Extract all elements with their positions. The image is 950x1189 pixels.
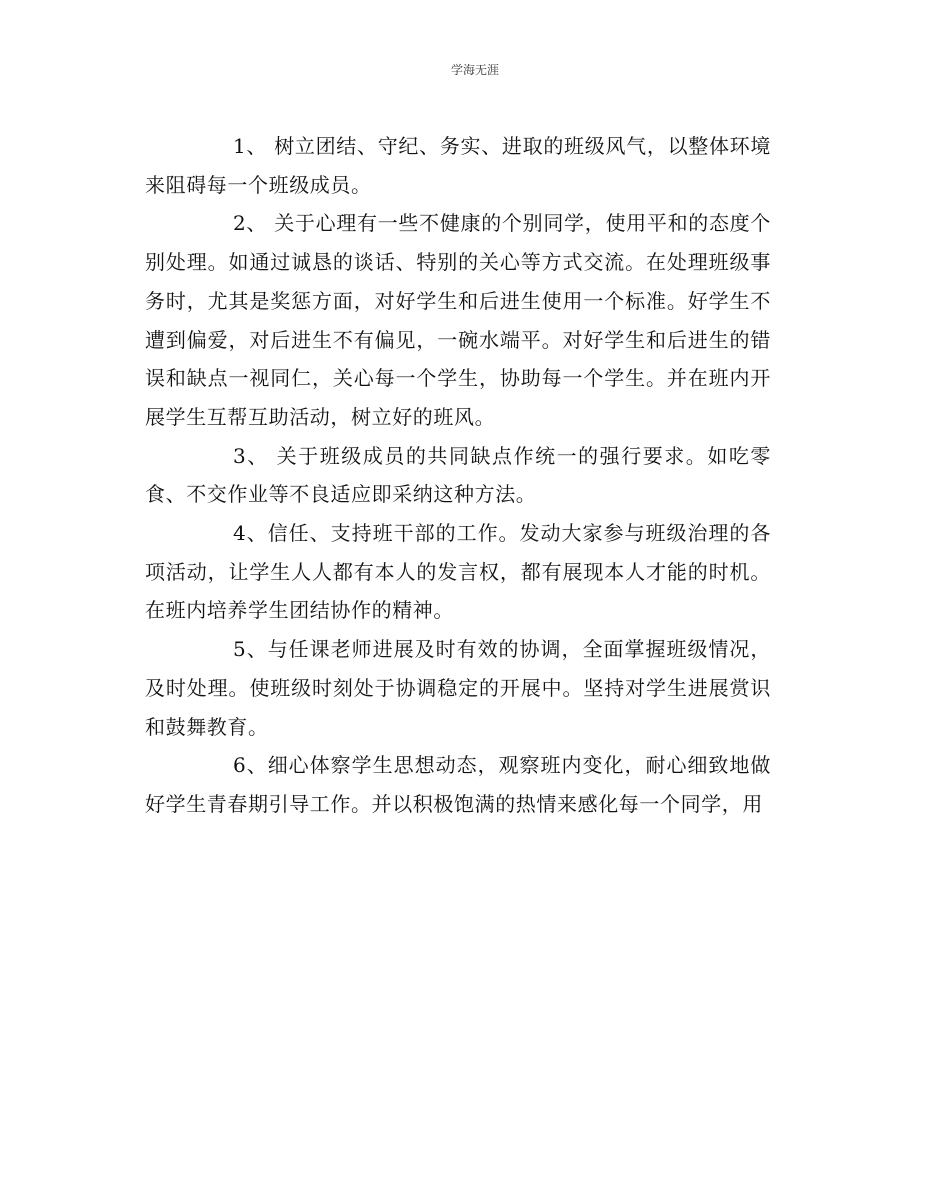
paragraph-2: 2、 关于心理有一些不健康的个别同学，使用平和的态度个别处理。如通过诚恳的谈话、特别的关心等方式交流。在处理班级事务时，尤其是奖惩方面，对好学生和后进生使用一个标准。好学生不遭到偏爱，对后进生不有偏见，一碗水端平。对好学生和后进生的错误和缺点一视同仁，关心每一个学生，协助每一个学生。并在班内开展学生互帮互助活动，树立好的班风。 xyxy=(145,211,771,429)
paragraph-5: 5、与任课老师进展及时有效的协调，全面掌握班级情况，及时处理。使班级时刻处于协调稳定的开展中。坚持对学生进展赏识和鼓舞教育。 xyxy=(145,637,771,739)
paragraph-1: 1、 树立团结、守纪、务实、进取的班级风气，以整体环境来阻碍每一个班级成员。 xyxy=(145,134,771,197)
paragraph-6: 6、细心体察学生思想动态，观察班内变化，耐心细致地做好学生青春期引导工作。并以积极饱满的热情来感化每一个同学，用 xyxy=(145,753,771,816)
paragraph-3: 3、 关于班级成员的共同缺点作统一的强行要求。如吃零食、不交作业等不良适应即采纳这种方法。 xyxy=(145,443,771,507)
document-body xyxy=(145,127,771,824)
page-header: 学海无涯 xyxy=(450,63,499,77)
paragraph-4: 4、信任、支持班干部的工作。发动大家参与班级治理的各项活动，让学生人人都有本人的发言权，都有展现本人才能的时机。在班内培养学生团结协作的精神。 xyxy=(145,521,771,623)
